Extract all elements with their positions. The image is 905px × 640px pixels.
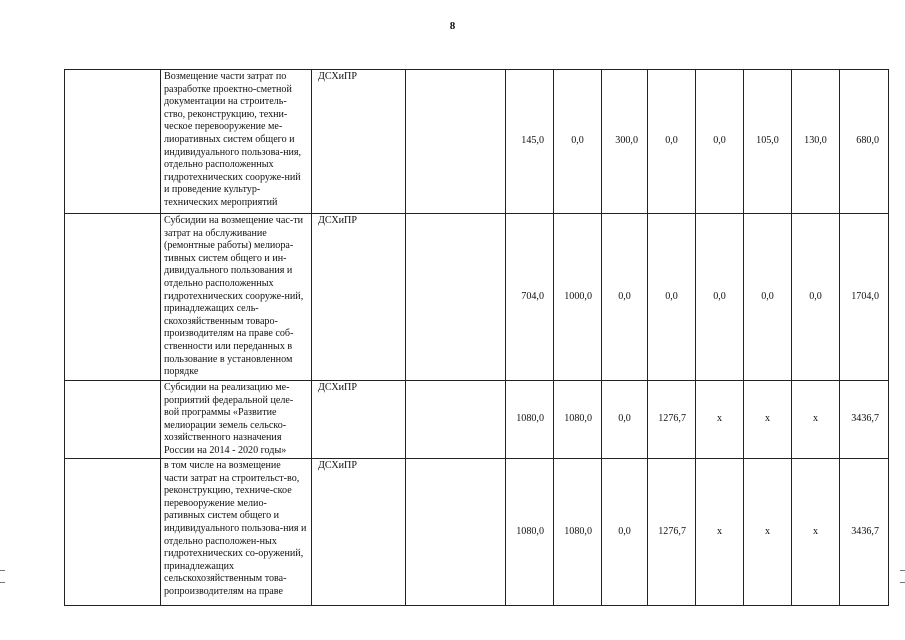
value-cell: 0,0 [744, 214, 792, 381]
value-cell: 0,0 [602, 459, 648, 606]
value-cell: 680,0 [840, 70, 889, 214]
left-edge-mark [0, 570, 5, 571]
value-cell: 130,0 [792, 70, 840, 214]
value-cell: х [696, 459, 744, 606]
table-row [65, 70, 889, 214]
value-cell: 1080,0 [554, 381, 602, 459]
right-edge-mark [900, 582, 905, 583]
measure-description: Возмещение части затрат по разработке проектно-сметной документации на строитель-ство, реконструкцию, техни-ческое перевооружение ме-лиоративных систем общего и индивидуального пользова-ния, отдельно расположенных гидротехнических сооруже-ний и проведение культур-технических мероприятий [161, 70, 312, 214]
value-cell: 1080,0 [506, 381, 554, 459]
value-cell: х [792, 381, 840, 459]
value-cell: 3436,7 [840, 381, 889, 459]
empty-cell [406, 459, 506, 606]
number-cell [65, 70, 161, 214]
value-cell: 1704,0 [840, 214, 889, 381]
table-row [65, 381, 889, 459]
value-cell: 1276,7 [648, 381, 696, 459]
number-cell [65, 381, 161, 459]
value-cell: х [744, 381, 792, 459]
value-cell: х [744, 459, 792, 606]
measure-description: Субсидии на возмещение час-ти затрат на обслуживание (ремонтные работы) мелиора-тивных систем общего и ин-дивидуального пользования и отдельно расположенных гидротехнических сооруже-ний, принадлежащих сель-скохозяйственным товаро-производителям на праве соб-ственности или переданных в пользование в установленном порядке [161, 214, 312, 381]
value-cell: 0,0 [554, 70, 602, 214]
value-cell: 704,0 [506, 214, 554, 381]
measure-description: Субсидии на реализацию ме-роприятий федеральной целе-вой программы «Развитие мелиорации земель сельско-хозяйственного назначения России на 2014 - 2020 годы» [161, 381, 312, 459]
value-cell: 0,0 [602, 381, 648, 459]
responsible-executor: ДСХиПР [312, 70, 406, 214]
value-cell: 145,0 [506, 70, 554, 214]
value-cell: 300,0 [602, 70, 648, 214]
value-cell: 0,0 [648, 70, 696, 214]
responsible-executor: ДСХиПР [312, 381, 406, 459]
measure-description: в том числе на возмещение части затрат на строительст-во, реконструкцию, техниче-ское перевооружение мелио-ративных систем общего и индивидуального пользова-ния и отдельно расположен-ных гидротехнических со-оружений, принадлежащих сельскохозяйственным това-ропроизводителям на праве [161, 459, 312, 606]
number-cell [65, 214, 161, 381]
page-number: 8 [449, 20, 456, 32]
responsible-executor: ДСХиПР [312, 459, 406, 606]
program-table [64, 69, 889, 606]
right-edge-mark [900, 570, 905, 571]
value-cell: 3436,7 [840, 459, 889, 606]
left-edge-mark [0, 582, 5, 583]
table-row [65, 459, 889, 606]
value-cell: 0,0 [602, 214, 648, 381]
value-cell: х [792, 459, 840, 606]
empty-cell [406, 381, 506, 459]
value-cell: 0,0 [648, 214, 696, 381]
empty-cell [406, 214, 506, 381]
value-cell: 0,0 [792, 214, 840, 381]
number-cell [65, 459, 161, 606]
value-cell: 0,0 [696, 70, 744, 214]
value-cell: 0,0 [696, 214, 744, 381]
value-cell: 1000,0 [554, 214, 602, 381]
responsible-executor: ДСХиПР [312, 214, 406, 381]
value-cell: 105,0 [744, 70, 792, 214]
value-cell: 1080,0 [506, 459, 554, 606]
empty-cell [406, 70, 506, 214]
value-cell: х [696, 381, 744, 459]
value-cell: 1276,7 [648, 459, 696, 606]
table-row [65, 214, 889, 381]
value-cell: 1080,0 [554, 459, 602, 606]
